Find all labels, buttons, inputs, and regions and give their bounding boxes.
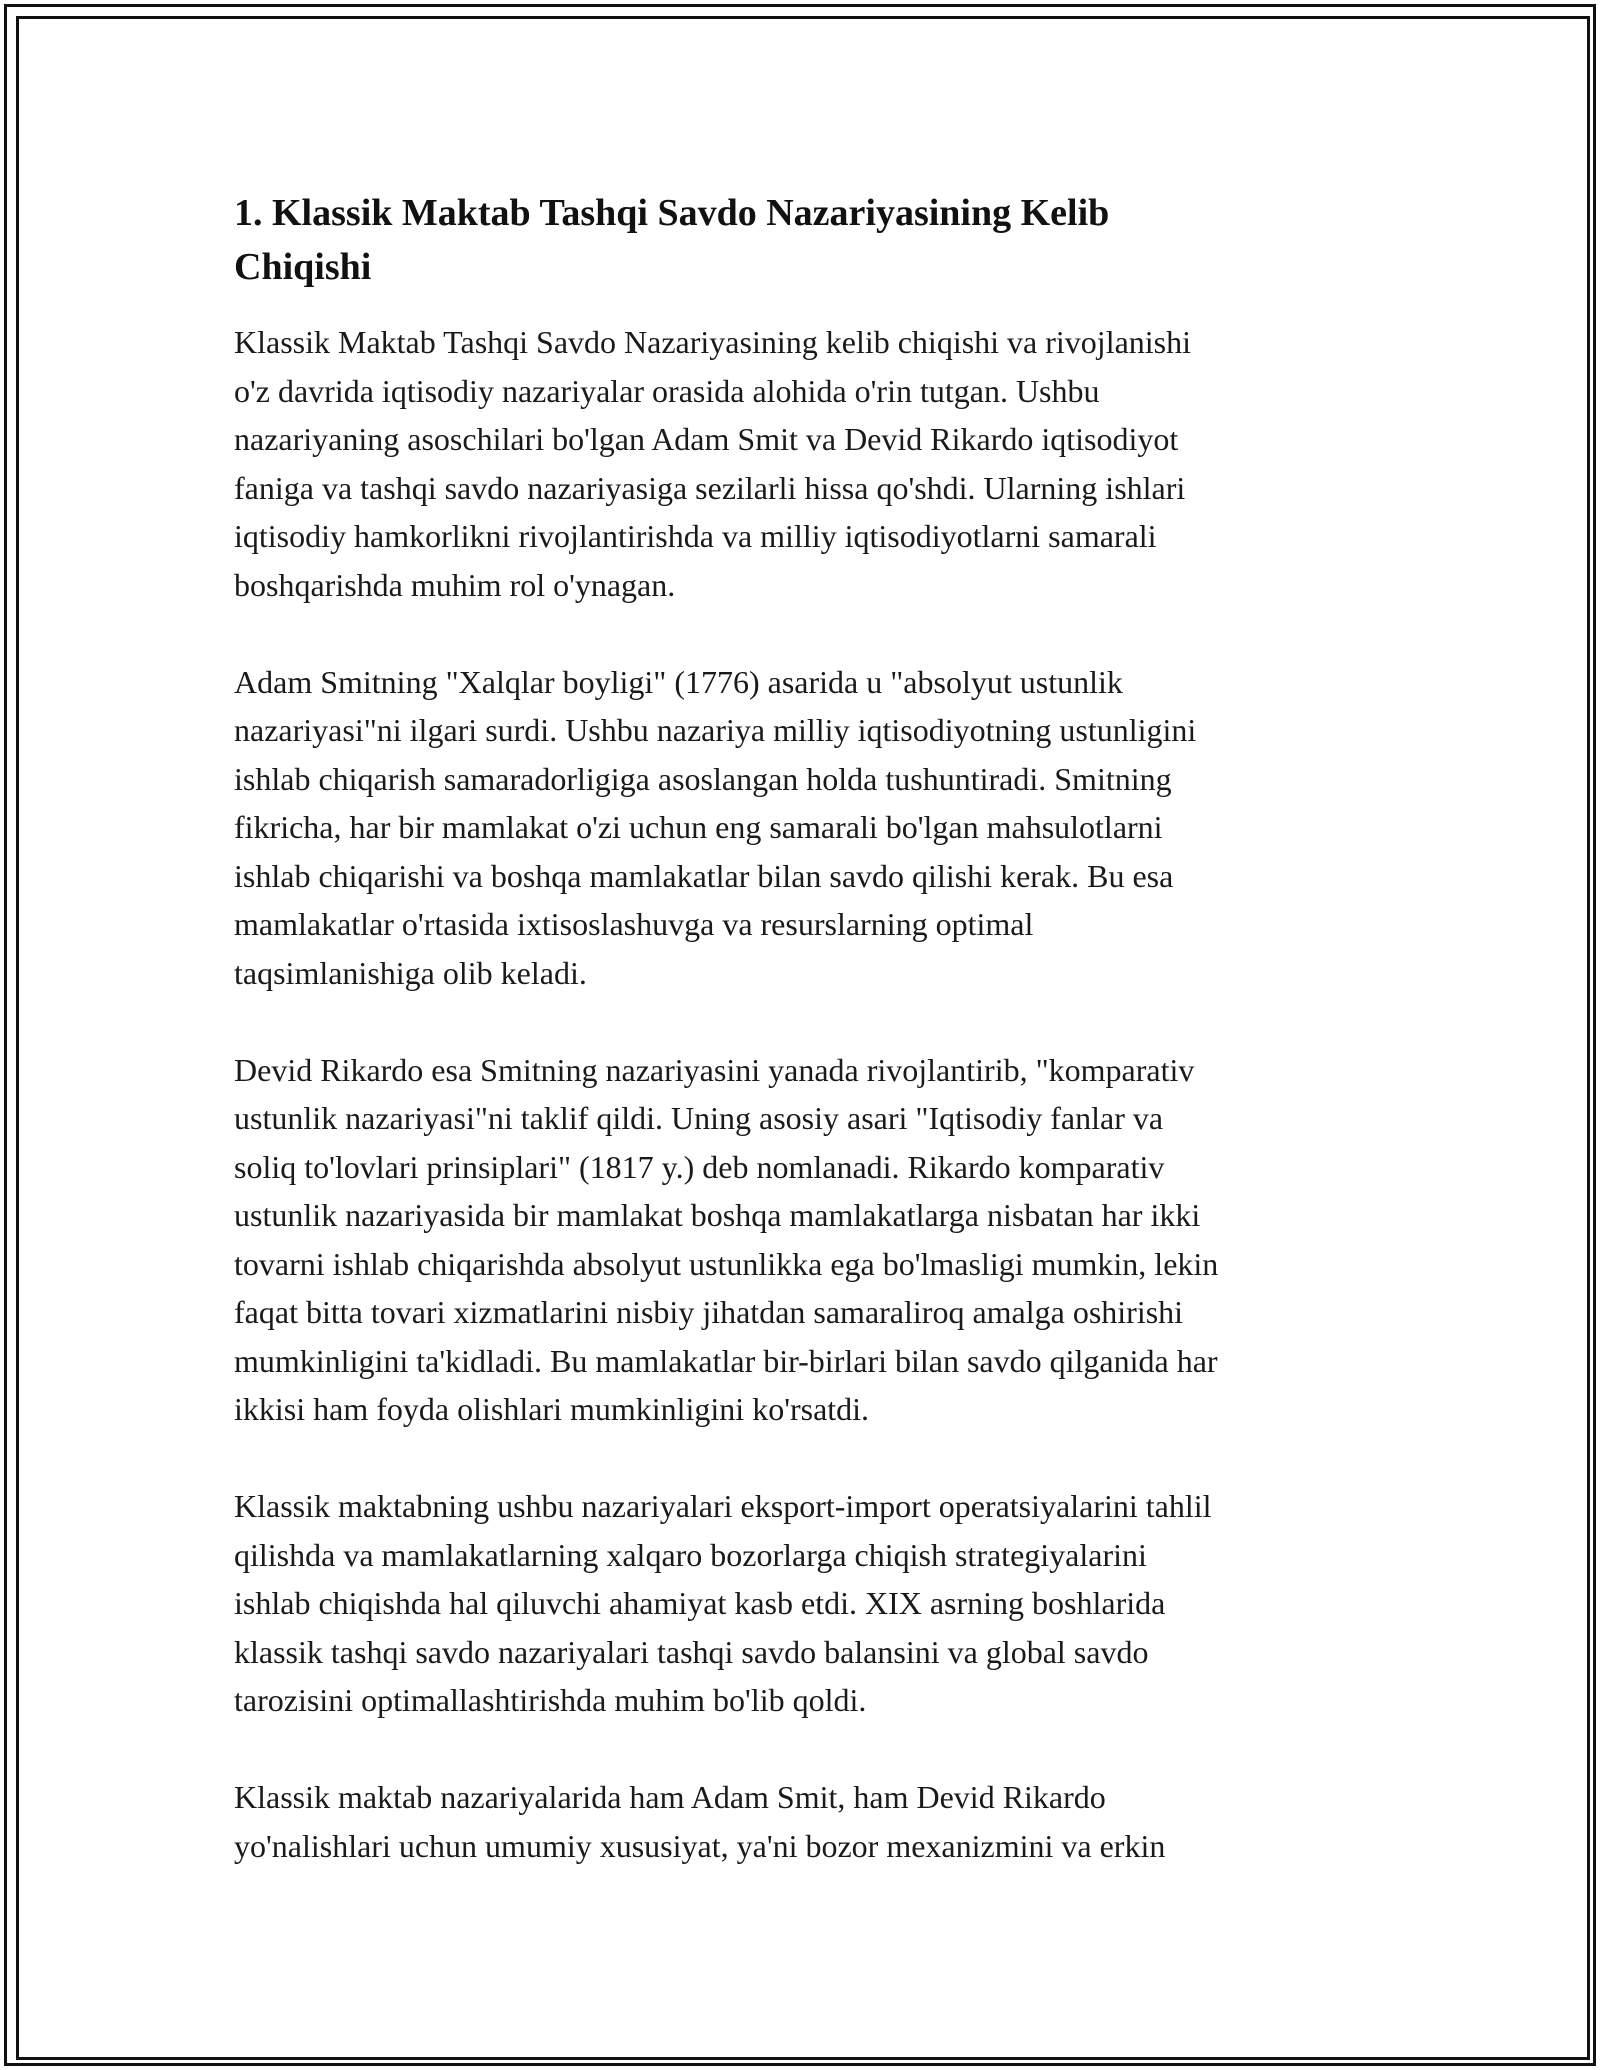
- text-line: nazariyasi"ni ilgari surdi. Ushbu nazariya milliy iqtisodiyotning ustunligini: [234, 712, 1197, 748]
- text-line: taqsimlanishiga olib keladi.: [234, 954, 587, 991]
- heading-line: Chiqishi: [234, 246, 372, 288]
- text-line: Klassik maktab nazariyalarida ham Adam Smit, ham Devid Rikardo: [234, 1779, 1106, 1815]
- text-line: mumkinligini ta'kidladi. Bu mamlakatlar bir-birlari bilan savdo qilganida har: [234, 1342, 1218, 1379]
- text-line: boshqarishda muhim rol o'ynagan.: [234, 566, 676, 603]
- heading-line: 1. Klassik Maktab Tashqi Savdo Nazariyasining Kelib: [234, 192, 1110, 234]
- text-line: faqat bitta tovari xizmatlarini nisbiy jihatdan samaraliroq amalga oshirishi: [234, 1294, 1184, 1330]
- text-line: o'z davrida iqtisodiy nazariyalar orasida alohida o'rin tutgan. Ushbu: [234, 372, 1100, 409]
- text-line: ustunlik nazariyasi"ni taklif qildi. Uning asosiy asari "Iqtisodiy fanlar va: [234, 1100, 1164, 1136]
- text-line: ikkisi ham foyda olishlari mumkinligini ko'rsatdi.: [234, 1391, 870, 1427]
- text-line: Klassik Maktab Tashqi Savdo Nazariyasining kelib chiqishi va rivojlanishi: [234, 324, 1192, 360]
- text-line: ishlab chiqarish samaradorligiga asoslangan holda tushuntiradi. Smitning: [234, 760, 1172, 797]
- paragraph-export-import: [234, 1482, 1374, 1725]
- text-line: tarozisini optimallashtirishda muhim bo'lib qoldi.: [234, 1682, 867, 1718]
- text-line: soliq to'lovlari prinsiplari" (1817 y.) deb nomlanadi. Rikardo komparativ: [234, 1148, 1165, 1185]
- text-line: ishlab chiqarishi va boshqa mamlakatlar bilan savdo qilishi kerak. Bu esa: [234, 857, 1174, 894]
- text-line: mamlakatlar o'rtasida ixtisoslashuvga va resurslarning optimal: [234, 906, 1034, 942]
- paragraph-ricardo: [234, 1046, 1374, 1434]
- document-body: [234, 186, 1374, 1919]
- text-line: klassik tashqi savdo nazariyalari tashqi savdo balansini va global savdo: [234, 1633, 1149, 1670]
- paragraph-common-features: [234, 1773, 1374, 1870]
- text-line: tovarni ishlab chiqarishda absolyut ustunlikka ega bo'lmasligi mumkin, lekin: [234, 1245, 1219, 1282]
- text-line: qilishda va mamlakatlarning xalqaro bozorlarga chiqish strategiyalarini: [234, 1536, 1147, 1573]
- text-line: ustunlik nazariyasida bir mamlakat boshqa mamlakatlarga nisbatan har ikki: [234, 1197, 1201, 1233]
- text-line: yo'nalishlari uchun umumiy xususiyat, ya'ni bozor mexanizmini va erkin: [234, 1827, 1166, 1864]
- section-heading: [234, 186, 1374, 294]
- paragraph-intro: [234, 318, 1374, 609]
- text-line: Klassik maktabning ushbu nazariyalari eksport-import operatsiyalarini tahlil: [234, 1488, 1212, 1524]
- text-line: ishlab chiqishda hal qiluvchi ahamiyat kasb etdi. XIX asrning boshlarida: [234, 1585, 1166, 1621]
- text-line: iqtisodiy hamkorlikni rivojlantirishda va milliy iqtisodiyotlarni samarali: [234, 518, 1157, 554]
- paragraph-adam-smith: [234, 658, 1374, 998]
- text-line: fikricha, har bir mamlakat o'zi uchun eng samarali bo'lgan mahsulotlarni: [234, 809, 1163, 845]
- text-line: faniga va tashqi savdo nazariyasiga sezilarli hissa qo'shdi. Ularning ishlari: [234, 469, 1186, 506]
- text-line: Devid Rikardo esa Smitning nazariyasini yanada rivojlantirib, "komparativ: [234, 1051, 1195, 1088]
- text-line: Adam Smitning "Xalqlar boyligi" (1776) asarida u "absolyut ustunlik: [234, 663, 1123, 700]
- text-line: nazariyaning asoschilari bo'lgan Adam Smit va Devid Rikardo iqtisodiyot: [234, 421, 1179, 457]
